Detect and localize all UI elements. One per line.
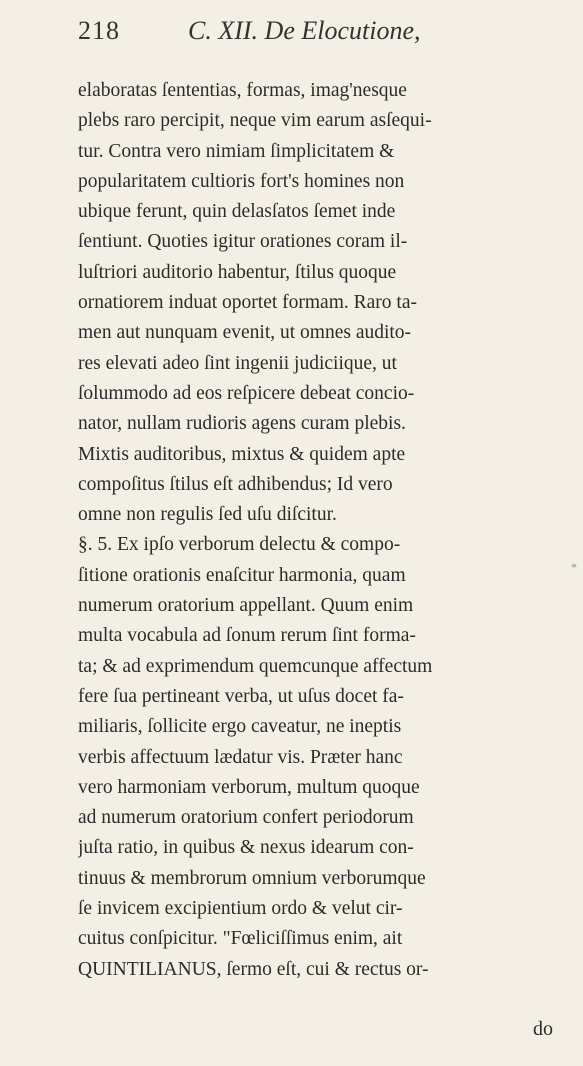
text-line: Mixtis auditoribus, mixtus & quidem apte [78,443,406,465]
page-number: 218 [78,16,120,45]
text-line: miliaris, ſollicite ergo caveatur, ne ineptis [78,716,402,738]
catchword: do [533,1018,553,1040]
text-line: ſentiunt. Quoties igitur orationes coram il- [78,231,408,253]
margin-mark: * [571,560,577,574]
text-line: ſitione orationis enaſcitur harmonia, quam [78,564,406,586]
text-line: elaboratas ſententias, formas, imag'nesque [78,80,407,101]
text-line: plebs raro percipit, neque vim earum asſequi- [78,110,432,132]
text-line: ornatiorem induat oportet formam. Raro ta- [78,292,417,314]
text-line: juſta ratio, in quibus & nexus idearum con- [78,837,414,859]
text-line: omne non regulis ſed uſu diſcitur. [78,504,337,526]
text-line: popularitatem cultioris fort's homines non [78,170,405,192]
body-text [78,76,573,985]
chapter-title: C. XII. De Elocutione, [188,16,421,45]
text-line: res elevati adeo ſint ingenii judiciique, ut [78,352,397,374]
text-line: cuitus conſpicitur. "Fœliciſſimus enim, ait [78,928,403,950]
running-head [78,16,548,56]
text-line: ad numerum oratorium confert periodorum [78,807,414,829]
text-line: luſtriori auditorio habentur, ſtilus quoque [78,261,397,283]
text-line: nator, nullam rudioris agens curam plebis. [78,413,406,435]
text-line: ta; & ad exprimendum quemcunque affectum [78,655,433,677]
text-line: verbis affectuum lædatur vis. Præter hanc [78,746,403,768]
text-line: numerum oratorium appellant. Quum enim [78,595,414,617]
text-line: §. 5. Ex ipſo verborum delectu & compo- [78,534,401,556]
text-line: fere ſua pertineant verba, ut uſus docet fa- [78,685,404,707]
text-line: men aut nunquam evenit, ut omnes audito- [78,322,412,344]
text-line: tur. Contra vero nimiam ſimplicitatem & [78,140,395,162]
text-line: ſe invicem excipientium ordo & velut cir- [78,898,403,920]
text-line: vero harmoniam verborum, multum quoque [78,776,420,798]
text-line: ubique ferunt, quin delasſatos ſemet inde [78,201,396,223]
text-line: QUINTILIANUS, ſermo eſt, cui & rectus or- [78,958,429,980]
text-line: tinuus & membrorum omnium verborumque [78,867,426,889]
text-line: multa vocabula ad ſonum rerum ſint forma- [78,625,416,647]
text-line: ſolummodo ad eos reſpicere debeat concio- [78,382,415,404]
text-line: compoſitus ſtilus eſt adhibendus; Id vero [78,473,393,495]
